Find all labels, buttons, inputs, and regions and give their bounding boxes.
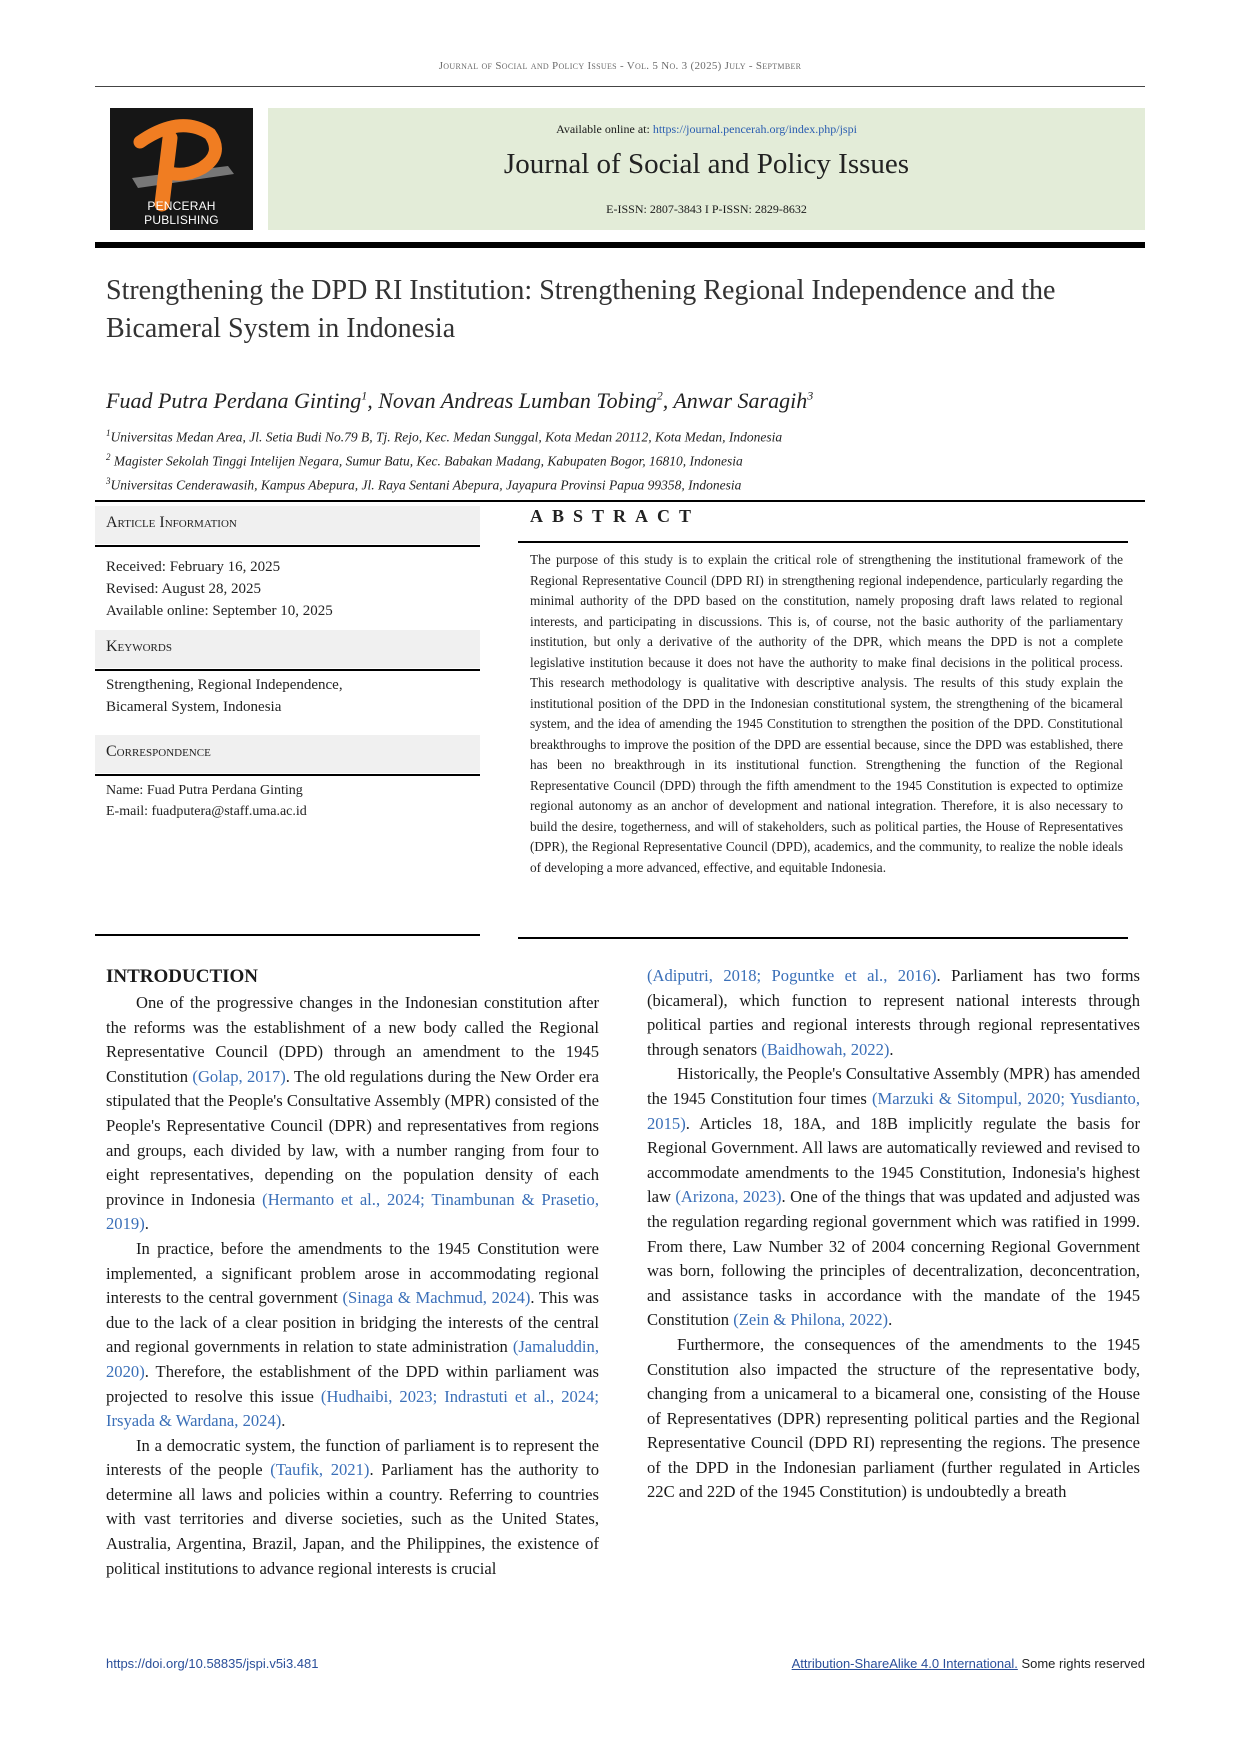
citation-link[interactable]: (Golap, 2017) [192, 1066, 286, 1086]
citation-link[interactable]: (Sinaga & Machmud, 2024) [342, 1288, 531, 1308]
citation-link[interactable]: (Zein & Philona, 2022) [733, 1310, 889, 1330]
running-head: Journal of Social and Policy Issues - Vol. 5 No. 3 (2025) July - Septmber [438, 60, 802, 72]
affiliation-rule [95, 500, 1145, 502]
revised-date: Revised: August 28, 2025 [106, 581, 262, 597]
paragraph [106, 1237, 599, 1434]
abstract-bottom-rule [518, 937, 1128, 939]
received-date: Received: February 16, 2025 [106, 559, 281, 575]
correspondence-heading: Correspondence [95, 735, 480, 773]
logo-text: PENCERAH PUBLISHING [144, 199, 219, 227]
body-column-right [647, 964, 1140, 1505]
keywords-heading: Keywords [95, 630, 480, 668]
affiliation-sup: 1 [106, 428, 111, 438]
citation-link[interactable]: (Jamaluddin, 2020) [106, 1337, 599, 1381]
body-text: Historically, the People's Consultative Assembly (MPR) has amended the 1945 Constitution four times [647, 1064, 1140, 1108]
body-text: In a democratic system, the function of parliament is to represent the interests of the people [106, 1435, 599, 1480]
citation-link[interactable]: (Hudhaibi, 2023; Indrastuti et al., 2024; Irsyada & Wardana, 2024) [106, 1386, 599, 1431]
body-text: . [144, 1214, 149, 1234]
body-column-left [106, 964, 599, 1581]
license-link[interactable]: Attribution-ShareAlike 4.0 International. [791, 1656, 1018, 1671]
body-text: In practice, before the amendments to the 1945 Constitution were implemented, a significant problem arose in accommodating regional interests to the central government [106, 1238, 599, 1308]
sidebar-rule [95, 669, 480, 671]
citation-link[interactable]: (Adiputri, 2018; Poguntke et al., 2016) [647, 966, 937, 985]
body-text: . [281, 1411, 286, 1431]
author-name: Fuad Putra Perdana Ginting [106, 388, 362, 413]
correspondence-email: E-mail: fuadputera@staff.uma.ac.id [106, 804, 307, 819]
paragraph [647, 1333, 1140, 1505]
publisher-logo [110, 108, 253, 230]
abstract-top-rule [518, 541, 1128, 543]
body-text: One of the progressive changes in the Indonesian constitution after the reforms was the establishment of a new body called the Regional Representative Council (DPD) through an amendment to the 1945 Constitution [106, 993, 599, 1086]
body-text: . Articles 18, 18A, and 18B implicitly regulate the basis for Regional Government. All laws are automatically reviewed and revised to accommodate amendments to the 1945 Constitution, Indonesia's highest law [647, 1113, 1140, 1207]
affiliation-1 [106, 428, 1146, 446]
citation-link[interactable]: (Arizona, 2023) [675, 1187, 782, 1207]
citation-link[interactable]: (Hermanto et al., 2024; Tinambunan & Prasetio, 2019) [106, 1189, 599, 1234]
author-name: Novan Andreas Lumban Tobing [378, 388, 657, 413]
paragraph [106, 991, 599, 1237]
affiliation-text: Universitas Medan Area, Jl. Setia Budi No.79 B, Tj. Rejo, Kec. Medan Sunggal, Kota Medan 20112, Kota Medan, Indonesia [110, 429, 783, 445]
sidebar-rule [95, 545, 480, 547]
license-text: Some rights reserved [1017, 1656, 1145, 1671]
introduction-heading: INTRODUCTION [106, 966, 259, 987]
author-name: Anwar Saragih [673, 388, 808, 413]
sidebar-rule [95, 774, 480, 776]
author-sup: 3 [807, 388, 814, 403]
keywords-line-1: Strengthening, Regional Independence, [106, 677, 343, 693]
available-label: Available online at: [556, 122, 653, 136]
author-line: Fuad Putra Perdana Ginting$^1$, Novan Andreas Lumban Tobing$^2$, Anwar Saragih$^3$ [106, 388, 814, 413]
license-line [792, 1656, 1145, 1671]
paragraph [106, 1434, 599, 1582]
correspondence-name: Name: Fuad Putra Perdana Ginting [106, 783, 303, 798]
affiliation-3 [106, 476, 1146, 494]
body-text: . This was due to the lack of a clear position in bridging the interests of the central and regional governments in relation to state administration [106, 1288, 599, 1357]
body-text: . One of the things that was updated and adjusted was the regulation regarding regional government which was ratified in 1999. From there, Law Number 32 of 2004 concerning Regional Government was born, following the principles of decentralization, deconcentration, and assistance tasks in accordance with the mandate of the 1945 Constitution [647, 1187, 1140, 1330]
affiliation-text: Universitas Cenderawasih, Kampus Abepura, Jl. Raya Sentani Abepura, Jayapura Provinsi Papua 99358, Indonesia [110, 477, 742, 493]
abstract-text: The purpose of this study is to explain the critical role of strengthening the institutional framework of the Regional Representative Council (DPD RI) in strengthening regional independence, particularly regarding the minimal authority of the DPD based on the constitution, namely proposing draft laws related to regional interests, and participating in discussions. This is, of course, not the basic authority of the parliamentary institution, but only a derivative of the authority of the DPR, which means the DPD is not a complete legislative institution because it does not have the authority to make final decisions in the political process. This research methodology is qualitative with descriptive analysis. The results of this study explain the institutional position of the DPD in the Indonesian constitutional system, the strengthening of the bicameral system, and the idea of amending the 1945 Constitution to strengthen the position of the DPD. Constitutional breakthroughs to improve the position of the DPD are essential because, since the DPD was established, there has been no breakthrough in its institutional function. Strengthening the function of the Regional Representative Council (DPD) through the fifth amendment to the 1945 Constitution is expected to optimize regional autonomy as an anchor of development and national integration. Therefore, it is also necessary to build the desire, togetherness, and will of stakeholders, such as political parties, the House of Representatives (DPR), the Regional Representative Council (DPD), academics, and the community, to realize the noble ideals of developing a more advanced, effective, and equitable Indonesia. [530, 552, 1123, 875]
doi-link[interactable]: https://doi.org/10.58835/jspi.v5i3.481 [106, 1656, 319, 1671]
paragraph [647, 964, 1140, 1062]
citation-link[interactable]: (Baidhowah, 2022) [761, 1039, 890, 1059]
available-date: Available online: September 10, 2025 [106, 603, 333, 619]
body-text: . The old regulations during the New Order era stipulated that the People's Consultative Assembly (MPR) consisted of the People's Representative Council (DPR) and representatives from regions and groups, each divided by law, with a number ranging from four to eight representatives, depending on the population density of each province in Indonesia [106, 1066, 599, 1209]
citation-link[interactable]: (Taufik, 2021) [270, 1460, 370, 1480]
journal-title: Journal of Social and Policy Issues [503, 148, 910, 180]
affiliation-text: Magister Sekolah Tinggi Intelijen Negara, Sumur Batu, Kec. Babakan Madang, Kabupaten Bogor, 16810, Indonesia [110, 453, 743, 469]
availability-line [268, 122, 1145, 137]
body-text: . [888, 1310, 893, 1330]
journal-banner [268, 108, 1145, 230]
affiliation-sup: 2 [106, 452, 111, 462]
journal-url-link[interactable]: https://journal.pencerah.org/index.php/jspi [652, 122, 857, 136]
body-text: . Parliament has the authority to determine all laws and policies within a country. Referring to countries with vast territories and diverse societies, such as the United States, Australia, Argentina, Brazil, Japan, and the Philippines, the existence of political institutions to advance regional interests is crucial [106, 1460, 600, 1578]
citation-link[interactable]: (Marzuki & Sitompul, 2020; Yusdianto, 2015) [647, 1088, 1141, 1133]
affiliation-2 [106, 452, 1146, 470]
paragraph [647, 1062, 1140, 1333]
body-text: . Therefore, the establishment of the DPD within parliament was projected to resolve this issue [106, 1361, 599, 1406]
affiliation-sup: 3 [106, 476, 111, 486]
issn-line: E-ISSN: 2807-3843 I P-ISSN: 2829-8632 [606, 202, 807, 216]
author-sup: 1 [361, 388, 368, 403]
abstract-heading: ABSTRACT [530, 506, 701, 526]
article-info-heading: Article Information [95, 506, 480, 544]
body-text: Furthermore, the consequences of the amendments to the 1945 Constitution also impacted the structure of the representative body, changing from a unicameral to a bicameral one, consisting of the House of Representatives (DPR) representing political parties and the Regional Representative Council (DPD RI) representing the regions. The presence of the DPD in the Indonesian parliament (further regulated in Articles 22C and 22D of the 1945 Constitution) is undoubtedly a breath [647, 1334, 1140, 1502]
body-text: . Parliament has two forms (bicameral), which function to represent national interests through political parties and regional interests through regional representatives through senators [647, 966, 1140, 1059]
author-sup: 2 [656, 388, 663, 403]
keywords-line-2: Bicameral System, Indonesia [106, 699, 282, 715]
sidebar-bottom-rule [95, 934, 480, 936]
header-rule [95, 86, 1145, 87]
banner-rule [95, 242, 1145, 248]
paper-title: Strengthening the DPD RI Institution: Strengthening Regional Independence and the Bicameral System in Indonesia [106, 275, 1056, 344]
body-text: . [889, 1039, 894, 1059]
